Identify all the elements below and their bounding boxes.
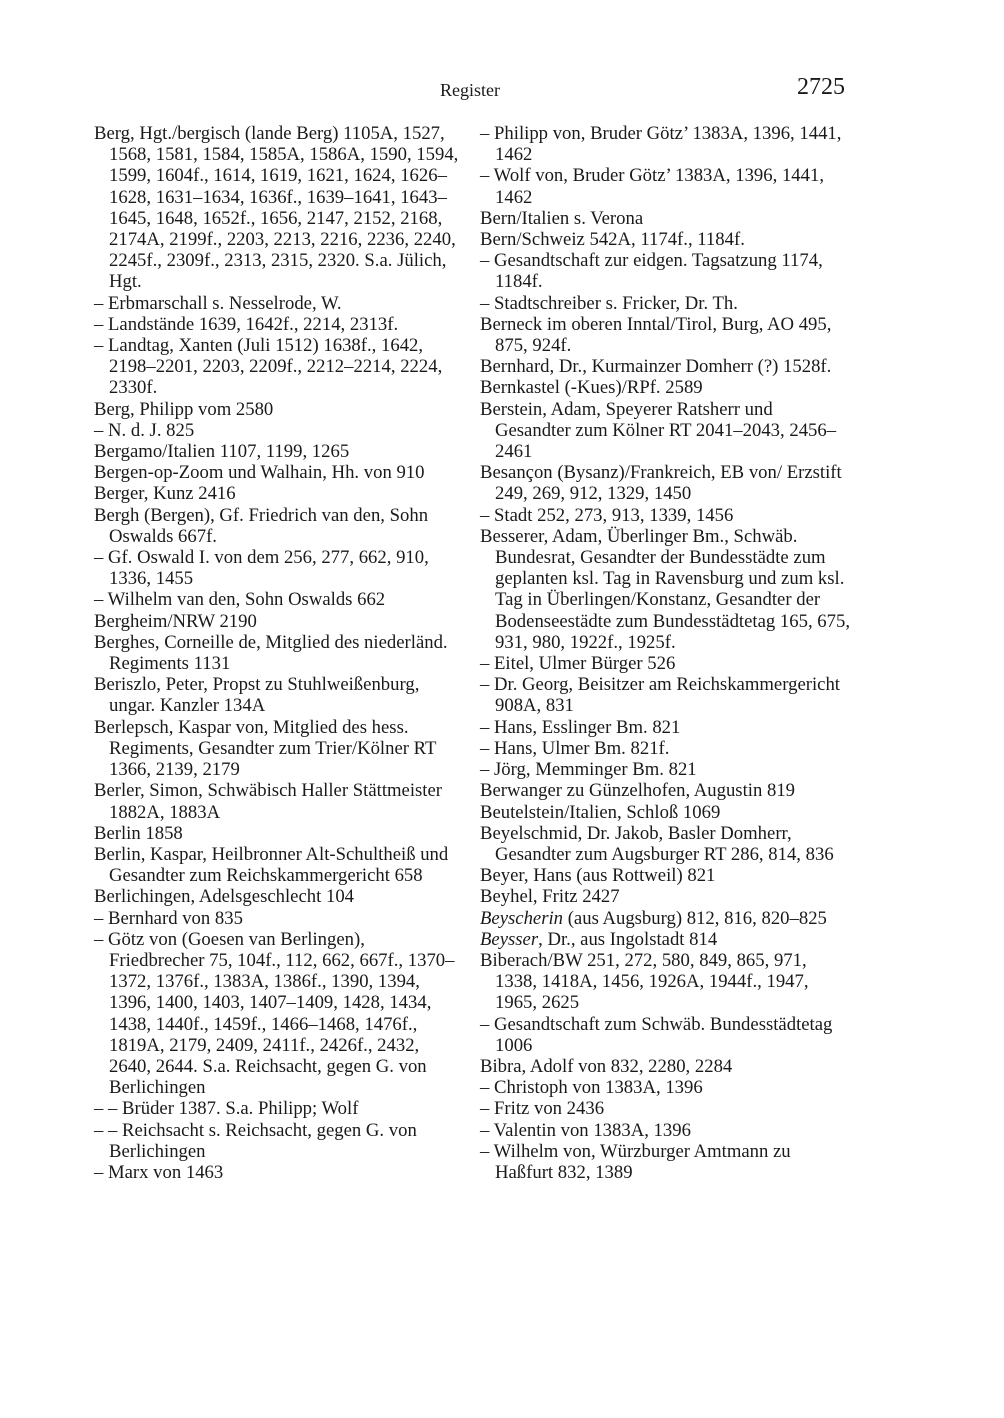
index-entry: [94, 886, 464, 907]
index-entry: [94, 462, 464, 483]
index-entry: [480, 823, 850, 865]
index-entry: [94, 632, 464, 674]
index-entry-text: Berstein, Adam, Speyerer Ratsherr und Gesandter zum Kölner RT 2041–2043, 2456–2461: [480, 398, 837, 463]
index-entry: [480, 123, 850, 165]
index-entry-text: – Landstände 1639, 1642f., 2214, 2313f.: [94, 313, 399, 335]
index-entry: [94, 908, 464, 929]
index-entry: [480, 1014, 850, 1056]
index-entry-text: Beyhel, Fritz 2427: [480, 886, 620, 908]
index-entry: [480, 399, 850, 463]
index-entry-text: Berger, Kunz 2416: [94, 483, 236, 505]
index-entry-text: Bern/Italien s. Verona: [480, 207, 644, 229]
index-entry-italic-name: Beyscherin: [480, 907, 564, 929]
index-entry: [480, 717, 850, 738]
index-entry: [94, 399, 464, 420]
index-entry-text: Bern/Schweiz 542A, 1174f., 1184f.: [480, 229, 745, 251]
index-entry: [480, 674, 850, 716]
index-entry-text: – Gf. Oswald I. von dem 256, 277, 662, 910, 1336, 1455: [94, 547, 429, 590]
index-entry: [480, 738, 850, 759]
index-entry-text: – Valentin von 1383A, 1396: [480, 1119, 691, 1141]
index-entry: [94, 717, 464, 781]
index-entry-text: – Jörg, Memminger Bm. 821: [480, 759, 697, 781]
index-entry-text: Biberach/BW 251, 272, 580, 849, 865, 971, 1338, 1418A, 1456, 1926A, 1944f., 1947, 1965, 2625: [480, 949, 809, 1014]
index-entry-text: – Wilhelm von, Würzburger Amtmann zu Haßfurt 832, 1389: [480, 1140, 791, 1183]
index-entry-text: Bernkastel (-Kues)/RPf. 2589: [480, 377, 703, 399]
index-entry-text: Beyer, Hans (aus Rottweil) 821: [480, 865, 716, 887]
index-column-right: [480, 123, 850, 1183]
index-entry: [480, 1098, 850, 1119]
index-entry-text: Berler, Simon, Schwäbisch Haller Stättmeister 1882A, 1883A: [94, 780, 443, 823]
index-entry: [480, 886, 850, 907]
index-entry-text: – Götz von (Goesen van Berlingen), Friedbrecher 75, 104f., 112, 662, 667f., 1370–1372, 1376f., 1383A, 1386f., 1390, 1394, 1396, 1400, 1403, 1407–1409, 1428, 1434, 1438, 1440f., 1459f., 1466–1468, 1476f., 1819A, 2179, 2409, 2411f., 2426f., 2432, 2640, 2644. S.a. Reichsacht, gegen G. von Berlichingen: [94, 928, 455, 1099]
index-entry-text: – Fritz von 2436: [480, 1098, 605, 1120]
index-entry-text: Berlepsch, Kaspar von, Mitglied des hess. Regiments, Gesandter zum Trier/Kölner RT 1366, 2139, 2179: [94, 716, 437, 781]
index-entry: [94, 314, 464, 335]
index-entry-text: – Hans, Esslinger Bm. 821: [480, 716, 681, 738]
index-entry-text: – N. d. J. 825: [94, 419, 195, 441]
index-entry-italic-name: Beysser: [480, 928, 539, 950]
index-entry: [480, 526, 850, 653]
index-entry: [480, 505, 850, 526]
index-entry-text: – Stadtschreiber s. Fricker, Dr. Th.: [480, 292, 738, 314]
index-entry-text: Berlichingen, Adelsgeschlecht 104: [94, 886, 355, 908]
index-entry-text: Berwanger zu Günzelhofen, Augustin 819: [480, 780, 796, 802]
index-entry: [94, 823, 464, 844]
index-entry-text: Berg, Philipp vom 2580: [94, 398, 274, 420]
index-entry: [94, 780, 464, 822]
index-entry: [94, 844, 464, 886]
index-entry: [480, 314, 850, 356]
index-entry: [94, 589, 464, 610]
index-entry: [94, 441, 464, 462]
index-entry: [480, 929, 850, 950]
index-entry: [94, 547, 464, 589]
index-entry: [480, 208, 850, 229]
index-entry: [94, 674, 464, 716]
index-entry-text: – Erbmarschall s. Nesselrode, W.: [94, 292, 342, 314]
index-entry: [480, 865, 850, 886]
index-entry-text: – Eitel, Ulmer Bürger 526: [480, 653, 676, 675]
index-entry-text: – Bernhard von 835: [94, 907, 243, 929]
index-entry-text: , Dr., aus Ingolstadt 814: [538, 928, 718, 950]
index-entry-text: – – Brüder 1387. S.a. Philipp; Wolf: [94, 1098, 359, 1120]
index-entry: [94, 611, 464, 632]
index-entry-text: Beutelstein/Italien, Schloß 1069: [480, 801, 721, 823]
index-entry-text: – Gesandtschaft zum Schwäb. Bundesstädtetag 1006: [480, 1013, 833, 1056]
index-entry-text: Bergheim/NRW 2190: [94, 610, 257, 632]
index-entry: [94, 1162, 464, 1183]
index-entry-text: – Christoph von 1383A, 1396: [480, 1077, 703, 1099]
index-entry: [480, 462, 850, 504]
index-entry-text: Berghes, Corneille de, Mitglied des niederländ. Regiments 1131: [94, 631, 448, 675]
index-entry: [94, 123, 464, 293]
index-entry: [480, 759, 850, 780]
index-entry-text: Bibra, Adolf von 832, 2280, 2284: [480, 1055, 733, 1077]
index-entry: [480, 1077, 850, 1098]
index-entry: [480, 780, 850, 801]
index-entry: [480, 1141, 850, 1183]
index-entry: [480, 802, 850, 823]
index-entry-text: – Philipp von, Bruder Götz’ 1383A, 1396, 1441, 1462: [480, 123, 842, 166]
index-entry: [480, 250, 850, 292]
index-entry: [480, 1056, 850, 1077]
index-entry: [480, 950, 850, 1014]
index-entry-text: Berlin, Kaspar, Heilbronner Alt-Schultheiß und Gesandter zum Reichskammergericht 658: [94, 843, 449, 887]
index-entry: [480, 908, 850, 929]
index-entry-text: Bernhard, Dr., Kurmainzer Domherr (?) 1528f.: [480, 356, 832, 378]
index-entry: [94, 505, 464, 547]
index-entry: [480, 293, 850, 314]
index-entry-text: – – Reichsacht s. Reichsacht, gegen G. von Berlichingen: [94, 1119, 417, 1162]
index-entry-text: Bergamo/Italien 1107, 1199, 1265: [94, 441, 350, 463]
index-column-left: [94, 123, 464, 1183]
index-entry: [480, 356, 850, 377]
index-entry-text: – Stadt 252, 273, 913, 1339, 1456: [480, 504, 734, 526]
index-entry-text: – Marx von 1463: [94, 1161, 224, 1183]
index-entry: [94, 293, 464, 314]
index-entry-text: – Wilhelm van den, Sohn Oswalds 662: [94, 589, 386, 611]
index-entry: [94, 335, 464, 399]
index-entry: [480, 377, 850, 398]
index-entry: [94, 1098, 464, 1119]
index-entry: [94, 420, 464, 441]
index-entry-text: Bergen-op-Zoom und Walhain, Hh. von 910: [94, 462, 425, 484]
index-entry: [94, 929, 464, 1099]
index-entry-text: Berg, Hgt./bergisch (lande Berg) 1105A, 1527, 1568, 1581, 1584, 1585A, 1586A, 1590, 1594, 1599, 1604f., 1614, 1619, 1621, 1624, 1626–1628, 1631–1634, 1636f., 1639–1641, 1643–1645, 1648, 1652f., 1656, 2147, 2152, 2168, 2174A, 2199f., 2203, 2213, 2216, 2236, 2240, 2245f., 2309f., 2313, 2315, 2320. S.a. Jülich, Hgt.: [94, 123, 459, 293]
running-header-title: Register: [440, 80, 500, 100]
index-entry: [94, 483, 464, 504]
page-number: 2725: [797, 74, 845, 100]
index-entry-text: – Hans, Ulmer Bm. 821f.: [480, 737, 670, 759]
index-entry: [94, 1120, 464, 1162]
index-entry-text: Beyelschmid, Dr. Jakob, Basler Domherr, Gesandter zum Augsburger RT 286, 814, 836: [480, 822, 834, 865]
index-entry-text: – Landtag, Xanten (Juli 1512) 1638f., 1642, 2198–2201, 2203, 2209f., 2212–2214, 2224, 2330f.: [94, 335, 443, 399]
index-entry-text: – Dr. Georg, Beisitzer am Reichskammergericht 908A, 831: [480, 674, 840, 717]
index-entry-text: Berneck im oberen Inntal/Tirol, Burg, AO 495, 875, 924f.: [480, 313, 832, 357]
index-entry-text: Beriszlo, Peter, Propst zu Stuhlweißenburg, ungar. Kanzler 134A: [94, 674, 420, 717]
index-entry: [480, 653, 850, 674]
index-entry-text: – Wolf von, Bruder Götz’ 1383A, 1396, 1441, 1462: [480, 165, 825, 208]
index-entry-text: (aus Augsburg) 812, 816, 820–825: [563, 907, 827, 929]
index-entry-text: Bergh (Bergen), Gf. Friedrich van den, Sohn Oswalds 667f.: [94, 504, 429, 547]
index-entry-text: – Gesandtschaft zur eidgen. Tagsatzung 1174, 1184f.: [480, 250, 823, 293]
index-entry: [480, 229, 850, 250]
index-entry-text: Berlin 1858: [94, 822, 183, 844]
index-entry: [480, 1120, 850, 1141]
index-entry-text: Besserer, Adam, Überlinger Bm., Schwäb. Bundesrat, Gesandter der Bundesstädte zum geplanten ksl. Tag in Ravensburg und zum ksl. Tag in Überlingen/Konstanz, Gesandter der Bodenseestädte zum Bundesstädtetag 165, 675, 931, 980, 1922f., 1925f.: [480, 525, 850, 653]
index-entry: [480, 165, 850, 207]
index-entry-text: Besançon (Bysanz)/Frankreich, EB von/ Erzstift 249, 269, 912, 1329, 1450: [480, 462, 842, 505]
